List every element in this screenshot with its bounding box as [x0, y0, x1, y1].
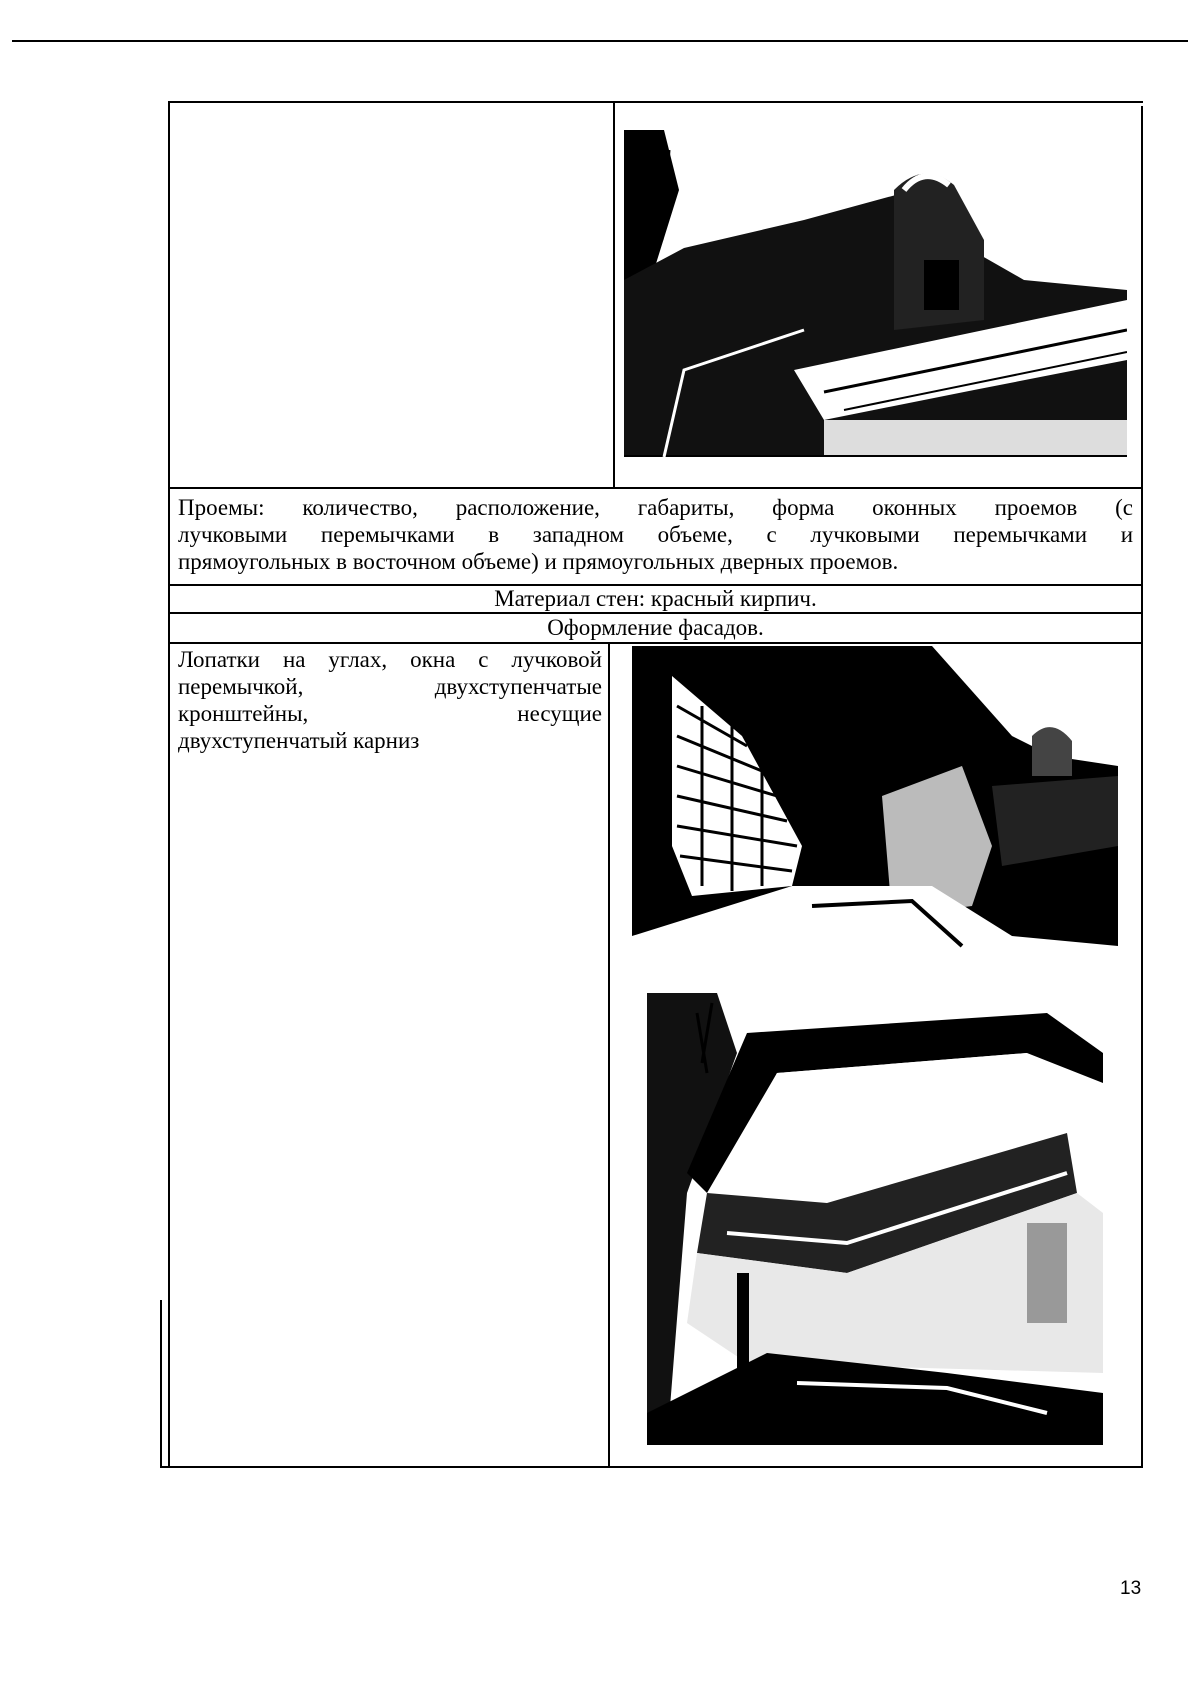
facade-line: Лопатки на углах, окна с лучковой: [178, 647, 602, 672]
brick-wall-cornice-photo: [632, 646, 1118, 964]
facade-line: двухступенчатый карниз: [178, 728, 420, 753]
openings-description: [178, 494, 1133, 575]
page-number: 13: [1120, 1578, 1142, 1599]
header-rule: [12, 40, 1188, 42]
openings-line: лучковыми перемычками в западном объеме, с лучковыми перемычками и: [178, 522, 1133, 547]
openings-line: прямоугольных в восточном объеме) и прямоугольных дверных проемов.: [178, 549, 899, 574]
roof-dormer-photo: [624, 130, 1127, 457]
openings-line: Проемы: количество, расположение, габариты, форма оконных проемов (с: [178, 495, 1133, 520]
facade-heading: Оформление фасадов.: [547, 615, 764, 640]
facade-line: кронштейны, несущие: [178, 701, 602, 726]
building-gable-photo: [647, 993, 1103, 1445]
facade-description: [178, 646, 602, 754]
facade-line: перемычкой, двухступенчатые: [178, 674, 602, 699]
walls-material: Материал стен: красный кирпич.: [494, 586, 817, 611]
